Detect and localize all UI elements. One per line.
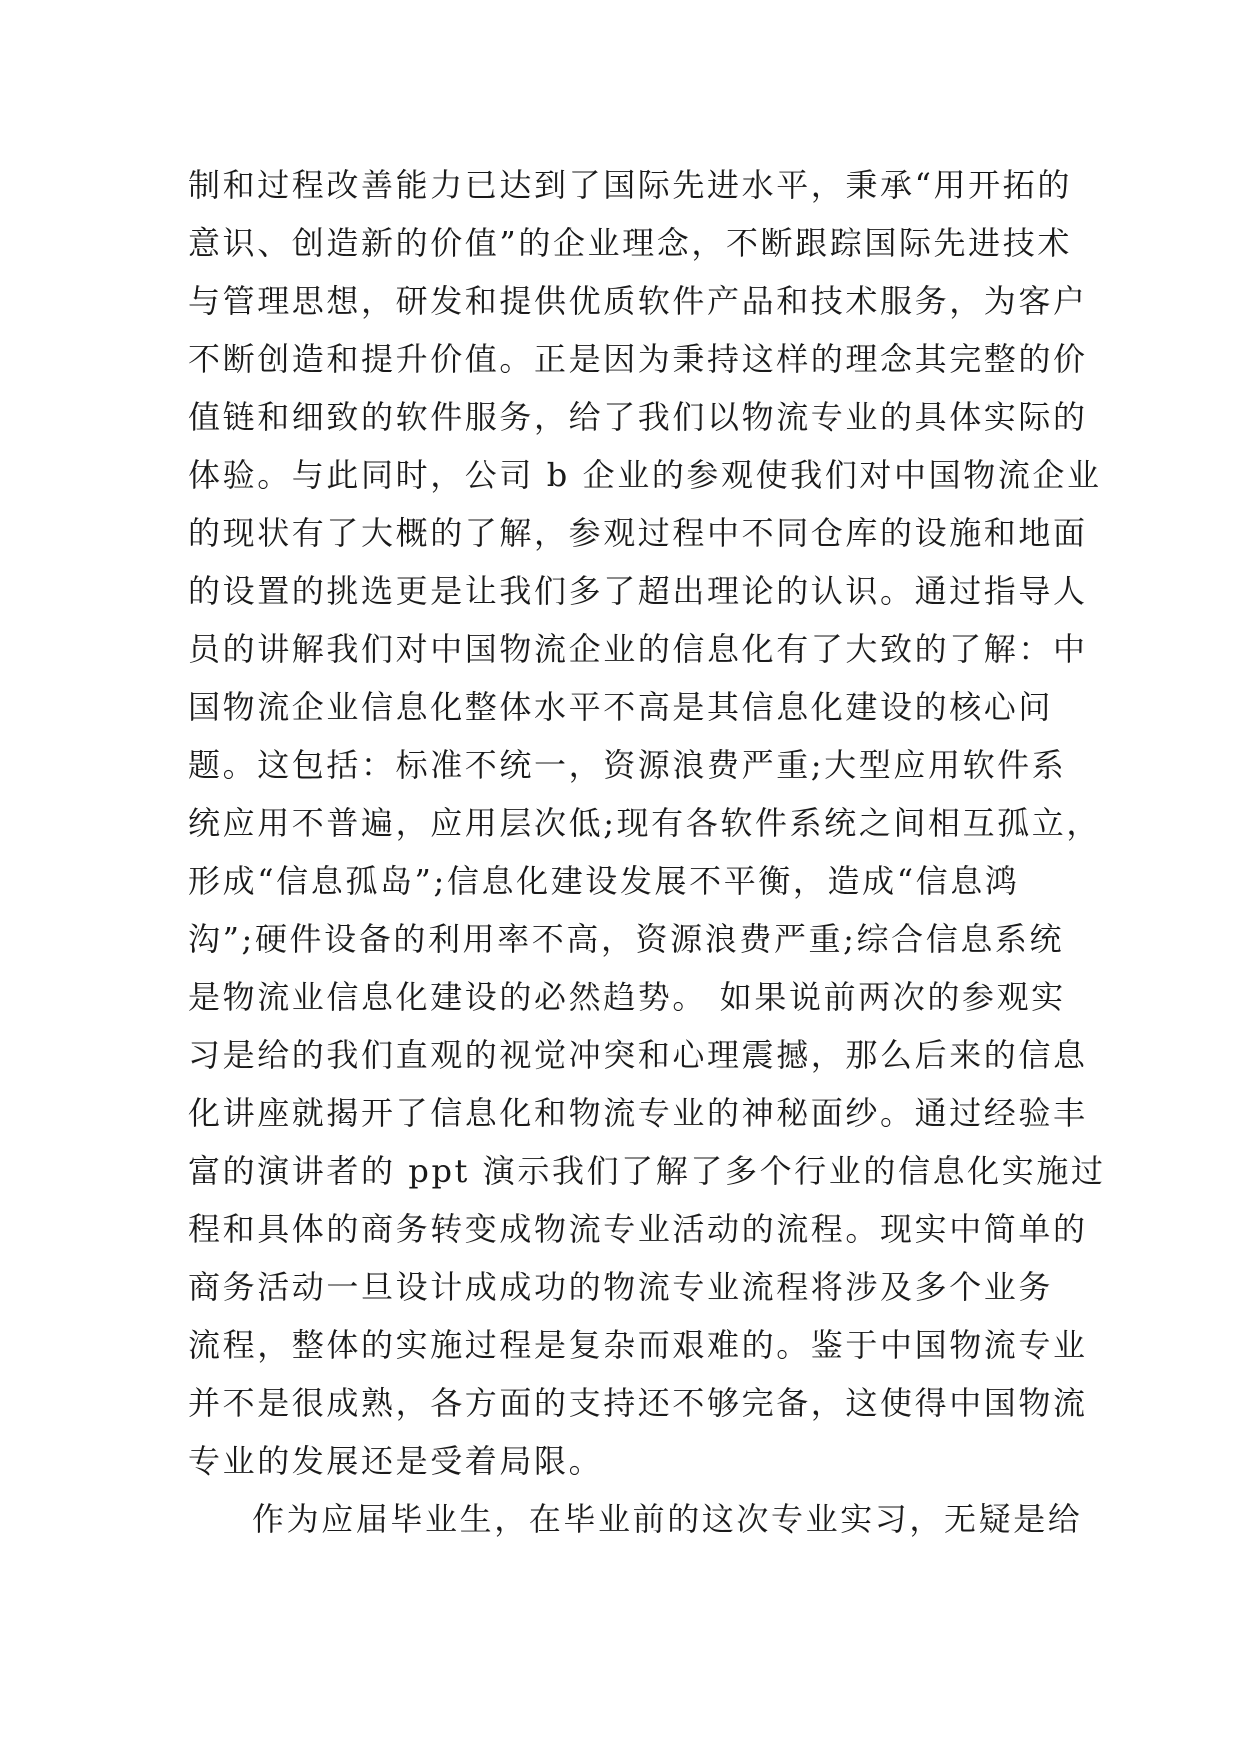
text-line: 员的讲解我们对中国物流企业的信息化有了大致的了解：中 [188, 630, 1088, 668]
text-line: 不断创造和提升价值。正是因为秉持这样的理念其完整的价 [188, 340, 1088, 378]
text-line: 沟”;硬件设备的利用率不高，资源浪费严重;综合信息系统 [188, 920, 1065, 958]
body-text [188, 156, 1106, 1548]
paragraph-start-line: 作为应届毕业生，在毕业前的这次专业实习，无疑是给 [252, 1500, 1083, 1538]
text-line: 形成“信息孤岛”;信息化建设发展不平衡，造成“信息鸿 [188, 862, 1020, 900]
text-line: 题。这包括：标准不统一，资源浪费严重;大型应用软件系 [188, 746, 1067, 784]
text-line: 的设置的挑选更是让我们多了超出理论的认识。通过指导人 [188, 572, 1088, 610]
text-line: 富的演讲者的 ppt 演示我们了解了多个行业的信息化实施过 [188, 1152, 1106, 1190]
text-line: 制和过程改善能力已达到了国际先进水平，秉承“用开拓的 [188, 166, 1072, 204]
text-line: 与管理思想，研发和提供优质软件产品和技术服务，为客户 [188, 282, 1088, 320]
text-line: 专业的发展还是受着局限。 [188, 1442, 604, 1480]
text-line: 值链和细致的软件服务，给了我们以物流专业的具体实际的 [188, 398, 1088, 436]
text-line: 流程，整体的实施过程是复杂而艰难的。鉴于中国物流专业 [188, 1326, 1088, 1364]
text-line: 国物流企业信息化整体水平不高是其信息化建设的核心问 [188, 688, 1054, 726]
text-line: 意识、创造新的价值”的企业理念，不断跟踪国际先进技术 [188, 224, 1072, 262]
text-line: 并不是很成熟，各方面的支持还不够完备，这使得中国物流 [188, 1384, 1088, 1422]
text-line: 商务活动一旦设计成成功的物流专业流程将涉及多个业务 [188, 1268, 1054, 1306]
text-line: 统应用不普遍，应用层次低;现有各软件系统之间相互孤立， [188, 804, 1101, 842]
text-line: 程和具体的商务转变成物流专业活动的流程。现实中简单的 [188, 1210, 1088, 1248]
text-line: 的现状有了大概的了解，参观过程中不同仓库的设施和地面 [188, 514, 1088, 552]
text-line: 体验。与此同时，公司 b 企业的参观使我们对中国物流企业 [188, 456, 1102, 494]
text-line: 是物流业信息化建设的必然趋势。 如果说前两次的参观实 [188, 978, 1066, 1016]
text-line: 习是给的我们直观的视觉冲突和心理震撼，那么后来的信息 [188, 1036, 1088, 1074]
text-line: 化讲座就揭开了信息化和物流专业的神秘面纱。通过经验丰 [188, 1094, 1088, 1132]
